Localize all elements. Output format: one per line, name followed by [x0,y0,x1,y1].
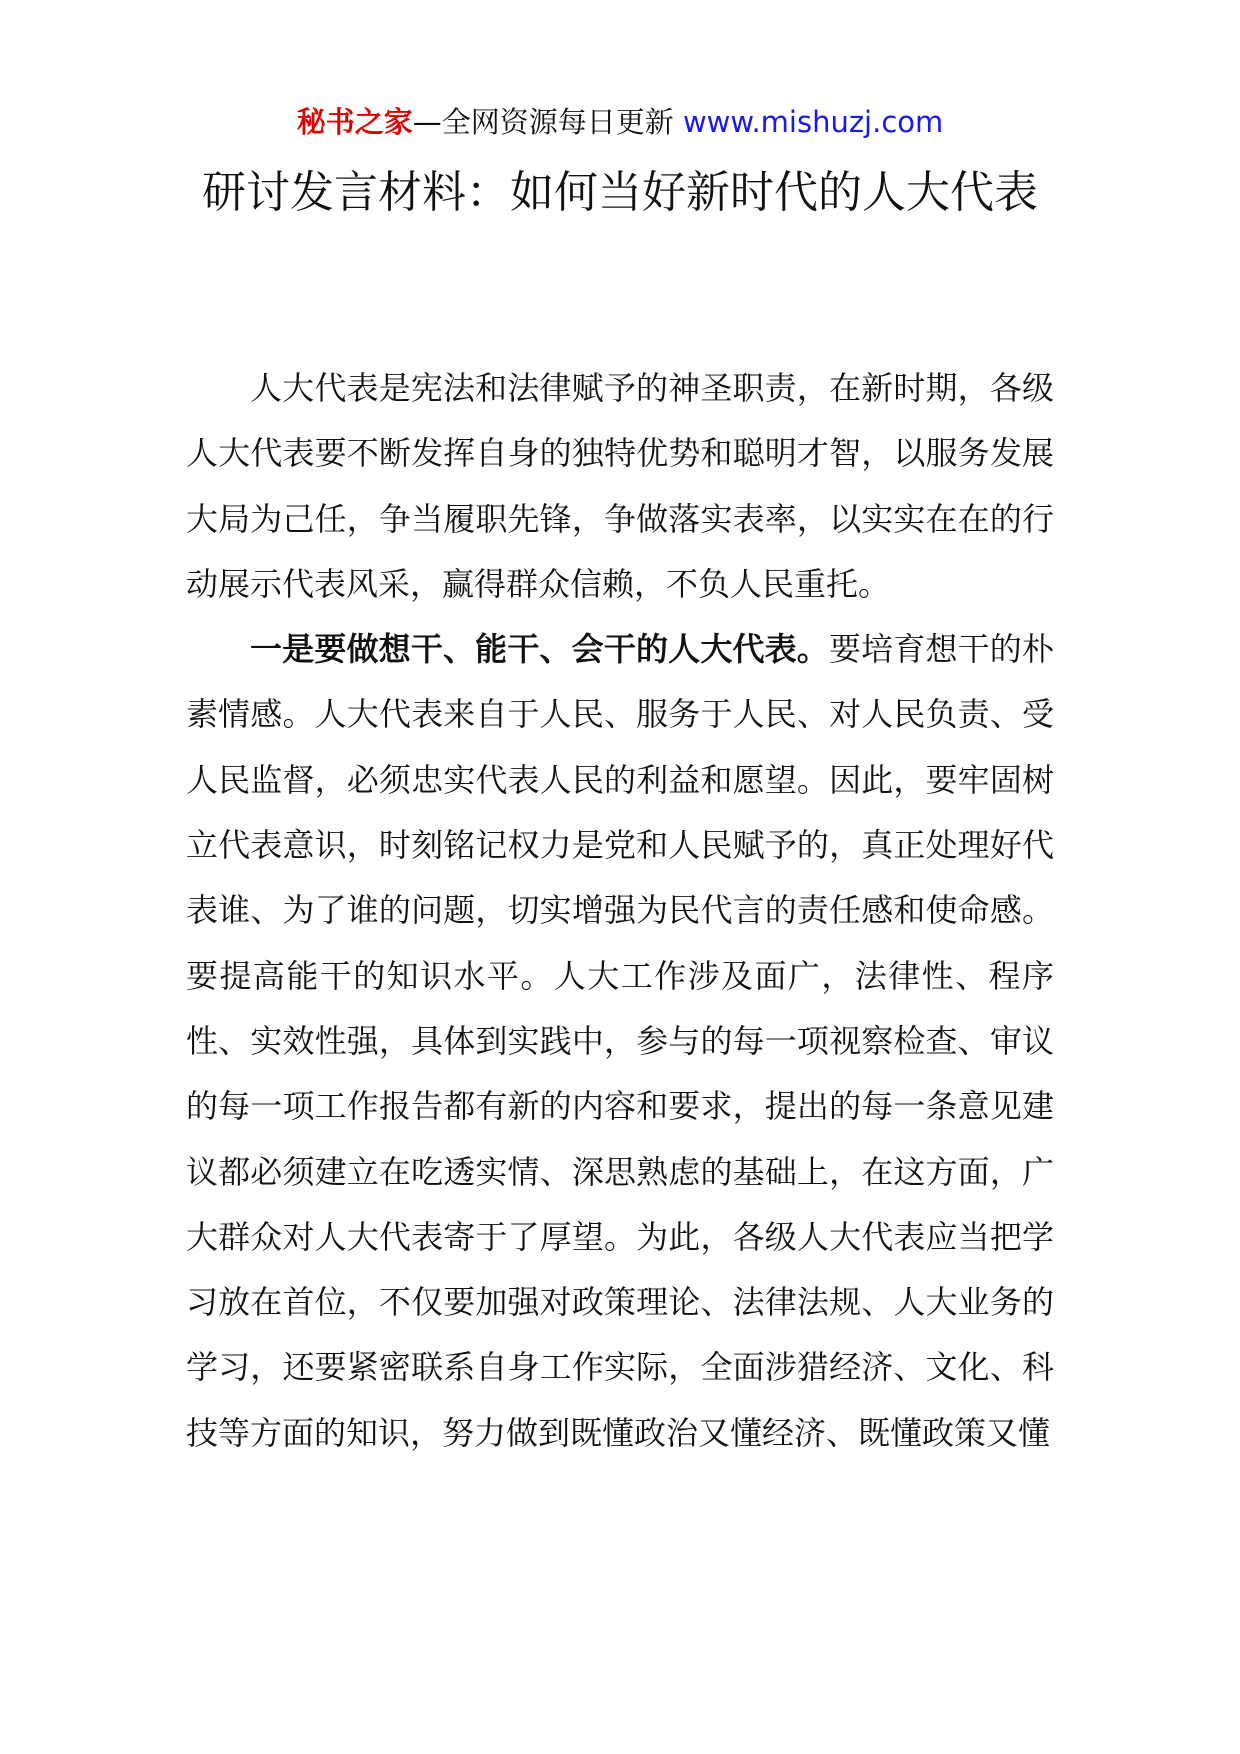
document-body [186,356,1054,1466]
site-name: 秘书之家 [296,105,413,139]
paragraph-text: 人大代表是宪法和法律赋予的神圣职责，在新时期，各级人大代表要不断发挥自身的独特优势和聪明才智，以服务发展大局为己任，争当履职先锋，争做落实表率，以实实在在的行动展示代表风采，赢得群众信赖，不负人民重托。 [186,369,1054,603]
paragraph-text: 要培育想干的朴素情感。人大代表来自于人民、服务于人民、对人民负责、受人民监督，必须忠实代表人民的利益和愿望。因此，要牢固树立代表意识，时刻铭记权力是党和人民赋予的，真正处理好代表谁、为了谁的问题，切实增强为民代言的责任感和使命感。要提高能干的知识水平。人大工作涉及面广，法律性、程序性、实效性强，具体到实践中，参与的每一项视察检查、审议的每一项工作报告都有新的内容和要求，提出的每一条意见建议都必须建立在吃透实情、深思熟虑的基础上，在这方面，广大群众对人大代表寄于了厚望。为此，各级人大代表应当把学习放在首位，不仅要加强对政策理论、法律法规、人大业务的学习，还要紧密联系自身工作实际，全面涉猎经济、文化、科技等方面的知识，努力做到既懂政治又懂经济、既懂政策又懂 [186,630,1054,1452]
paragraph-lead: 一是要做想干、能干、会干的人大代表。 [250,630,829,669]
paragraph-intro [186,356,1054,617]
site-url-link[interactable]: www.mishuzj.com [682,105,944,139]
site-tagline: —全网资源每日更新 [412,105,683,139]
site-header [0,100,1240,144]
document-title: 研讨发言材料：如何当好新时代的人大代表 [202,167,1038,218]
paragraph-section-one [186,617,1054,1466]
